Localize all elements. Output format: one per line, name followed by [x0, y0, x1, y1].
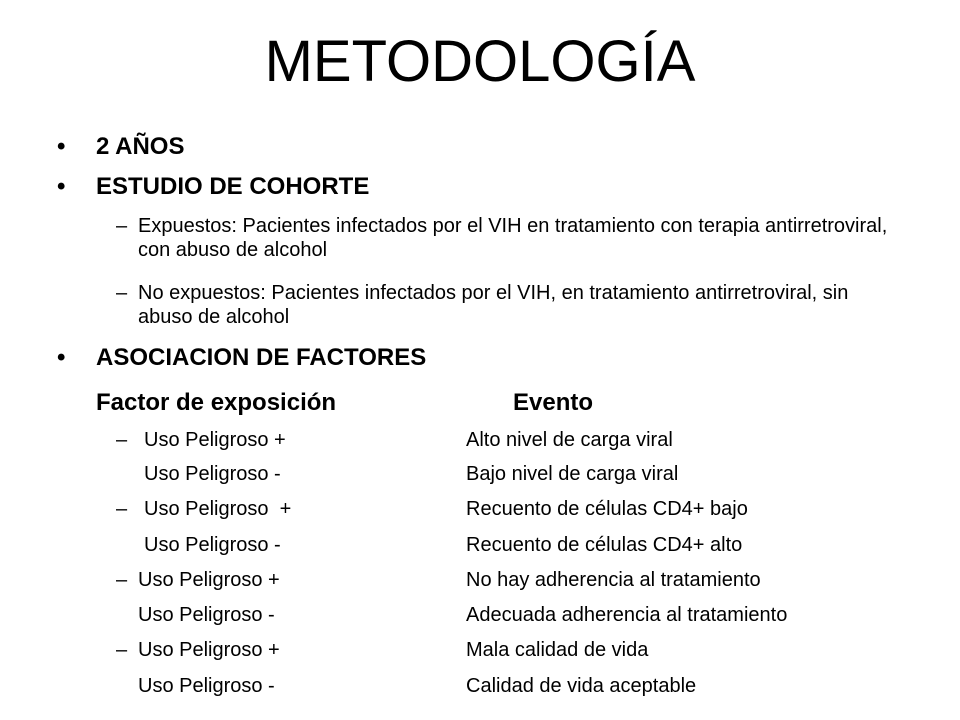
sub-item-text: Expuestos: Pacientes infectados por el VIH en tratamiento con terapia antirretroviral, con abuso de alcohol: [138, 215, 888, 261]
sub-item-text: No expuestos: Pacientes infectados por el VIH, en tratamiento antirretroviral, sin abuso de alcohol: [138, 282, 849, 328]
sub-item-dash: –: [116, 282, 128, 304]
slide-title: METODOLOGÍA: [264, 29, 696, 94]
row-event: Bajo nivel de carga viral: [466, 463, 679, 485]
bullet-dot: •: [57, 344, 66, 371]
row-factor: Uso Peligroso -: [144, 534, 281, 556]
row-event: Recuento de células CD4+ bajo: [466, 498, 748, 520]
row-dash: –: [116, 498, 128, 520]
sub-item-dash: –: [116, 215, 128, 237]
row-factor: Uso Peligroso -: [138, 675, 275, 697]
row-factor: Uso Peligroso +: [138, 639, 280, 661]
row-event: Alto nivel de carga viral: [466, 429, 673, 451]
row-factor: Uso Peligroso +: [138, 569, 280, 591]
bullet-text: ESTUDIO DE COHORTE: [96, 173, 370, 200]
row-event: Calidad de vida aceptable: [466, 675, 697, 697]
row-dash: –: [116, 569, 128, 591]
row-factor: Uso Peligroso -: [138, 604, 275, 626]
row-event: Adecuada adherencia al tratamiento: [466, 604, 788, 626]
row-factor: Uso Peligroso +: [144, 429, 286, 451]
bullet-text: 2 AÑOS: [96, 133, 185, 160]
bullet-dot: •: [57, 173, 66, 200]
bullet-dot: •: [57, 133, 66, 160]
row-factor: Uso Peligroso -: [144, 463, 281, 485]
row-factor: Uso Peligroso +: [144, 498, 292, 520]
row-event: Mala calidad de vida: [466, 639, 649, 661]
row-dash: –: [116, 429, 128, 451]
row-dash: –: [116, 639, 128, 661]
header-event: Evento: [513, 389, 594, 416]
row-event: Recuento de células CD4+ alto: [466, 534, 743, 556]
bullet-text: ASOCIACION DE FACTORES: [96, 344, 427, 371]
header-factor: Factor de exposición: [96, 389, 337, 416]
row-event: No hay adherencia al tratamiento: [466, 569, 761, 591]
